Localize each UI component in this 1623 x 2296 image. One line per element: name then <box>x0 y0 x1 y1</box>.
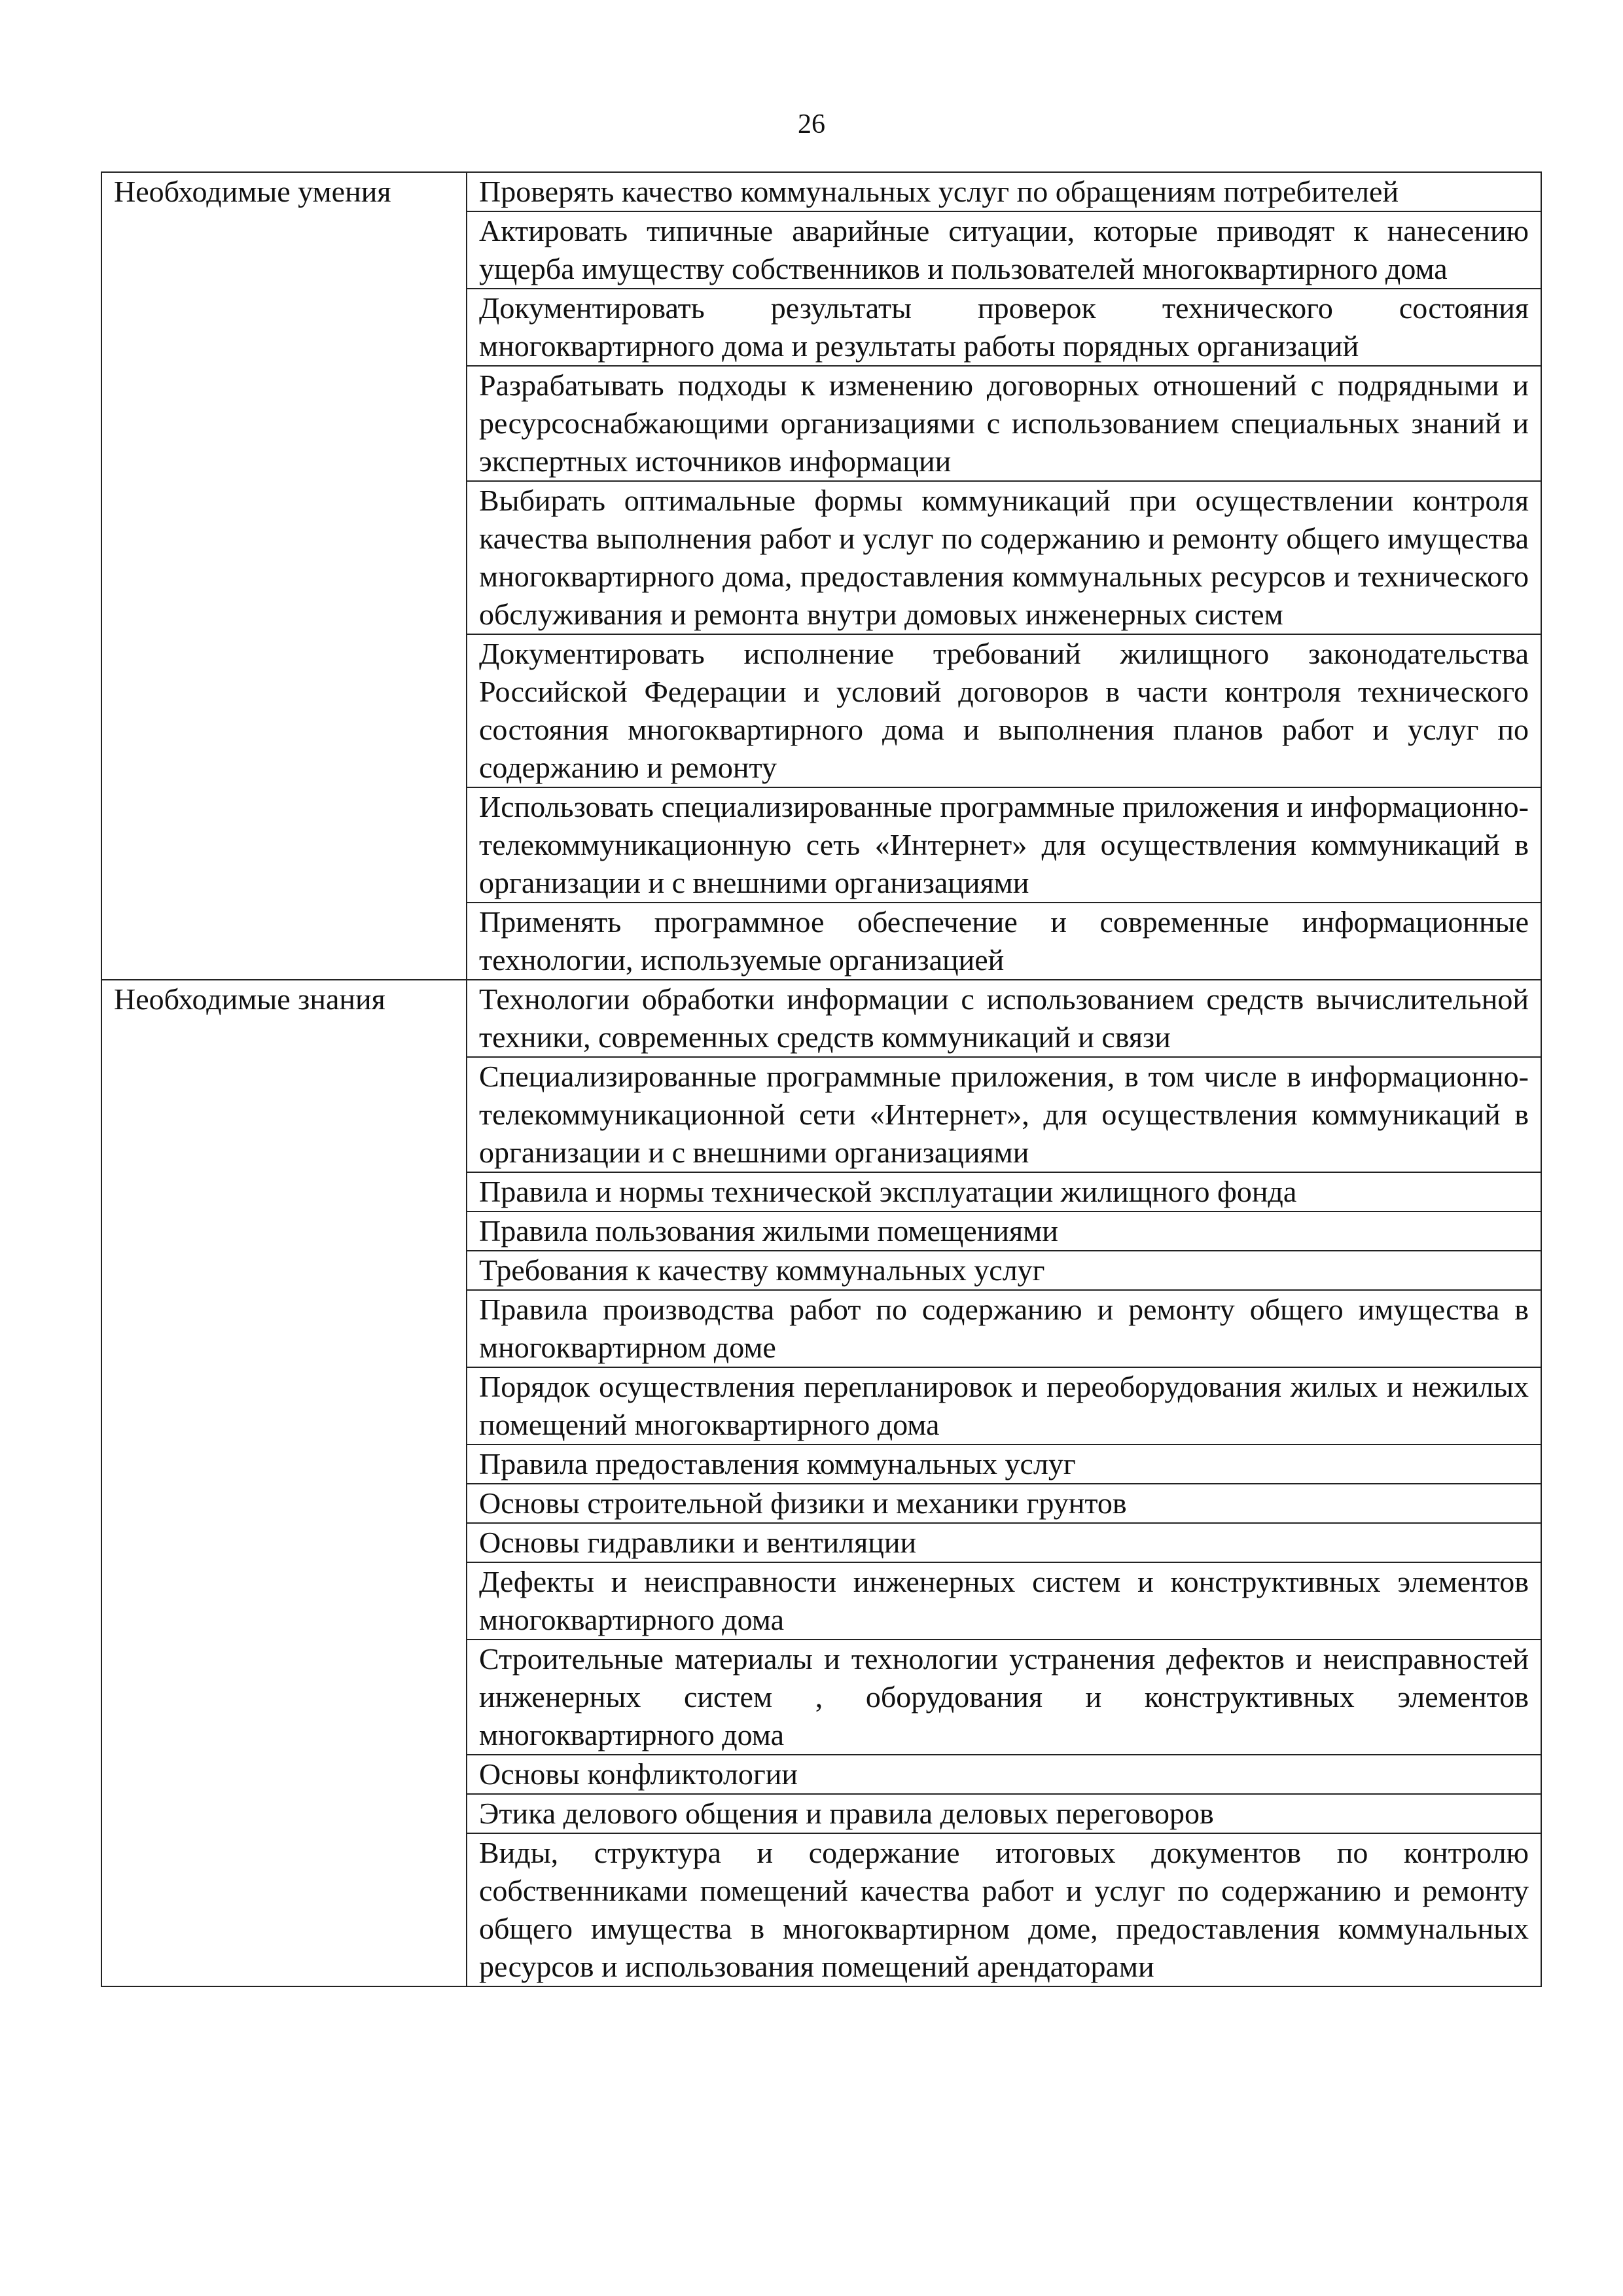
table-cell: Документировать исполнение требований жилищного законодательства Российской Федерации и условий договоров в части контроля технического состояния многоквартирного дома и выполнения планов работ и услуг по содержанию и ремонту <box>467 634 1541 787</box>
table-cell: Виды, структура и содержание итоговых документов по контролю собственниками помещений качества работ и услуг по содержанию и ремонту общего имущества в многоквартирном доме, предоставления коммунальных ресурсов и использования помещений арендаторами <box>467 1833 1541 1986</box>
table-cell: Документировать результаты проверок технического состояния многоквартирного дома и результаты работы порядных организаций <box>467 289 1541 366</box>
table-cell: Требования к качеству коммунальных услуг <box>467 1251 1541 1290</box>
table-cell: Правила производства работ по содержанию и ремонту общего имущества в многоквартирном доме <box>467 1290 1541 1367</box>
table-cell: Этика делового общения и правила деловых переговоров <box>467 1794 1541 1833</box>
table-cell: Дефекты и неисправности инженерных систем и конструктивных элементов многоквартирного дома <box>467 1562 1541 1640</box>
table-row <box>101 980 1541 1057</box>
requirements-table <box>101 171 1542 1987</box>
table-cell: Строительные материалы и технологии устранения дефектов и неисправностей инженерных систем , оборудования и конструктивных элементов многоквартирного дома <box>467 1640 1541 1755</box>
table-cell: Применять программное обеспечение и современные информационные технологии, используемые организацией <box>467 903 1541 980</box>
table-cell: Выбирать оптимальные формы коммуникаций при осуществлении контроля качества выполнения работ и услуг по содержанию и ремонту общего имущества многоквартирного дома, предоставления коммунальных ресурсов и технического обслуживания и ремонта внутри домовых инженерных систем <box>467 481 1541 634</box>
table-cell: Специализированные программные приложения, в том числе в информационно-телекоммуникационной сети «Интернет», для осуществления коммуникаций в организации и с внешними организациями <box>467 1057 1541 1172</box>
table-cell: Основы конфликтологии <box>467 1755 1541 1794</box>
page-number: 26 <box>798 109 825 139</box>
table-cell: Правила и нормы технической эксплуатации жилищного фонда <box>467 1172 1541 1211</box>
table-cell: Правила предоставления коммунальных услуг <box>467 1444 1541 1484</box>
table-row <box>101 172 1541 211</box>
table-cell: Проверять качество коммунальных услуг по обращениям потребителей <box>467 172 1541 211</box>
table-cell: Технологии обработки информации с использованием средств вычислительной техники, современных средств коммуникаций и связи <box>467 980 1541 1057</box>
table-cell: Правила пользования жилыми помещениями <box>467 1211 1541 1251</box>
table-cell: Разрабатывать подходы к изменению договорных отношений с подрядными и ресурсоснабжающими организациями с использованием специальных знаний и экспертных источников информации <box>467 366 1541 481</box>
table-cell: Основы строительной физики и механики грунтов <box>467 1484 1541 1523</box>
table-cell: Актировать типичные аварийные ситуации, которые приводят к нанесению ущерба имуществу собственников и пользователей многоквартирного дома <box>467 211 1541 289</box>
table-cell: Порядок осуществления перепланировок и переоборудования жилых и нежилых помещений многоквартирного дома <box>467 1367 1541 1444</box>
section-label-knowledge: Необходимые знания <box>101 980 467 1986</box>
table-cell: Использовать специализированные программные приложения и информационно-телекоммуникационную сеть «Интернет» для осуществления коммуникаций в организации и с внешними организациями <box>467 787 1541 903</box>
section-label-skills: Необходимые умения <box>101 172 467 980</box>
table-cell: Основы гидравлики и вентиляции <box>467 1523 1541 1562</box>
